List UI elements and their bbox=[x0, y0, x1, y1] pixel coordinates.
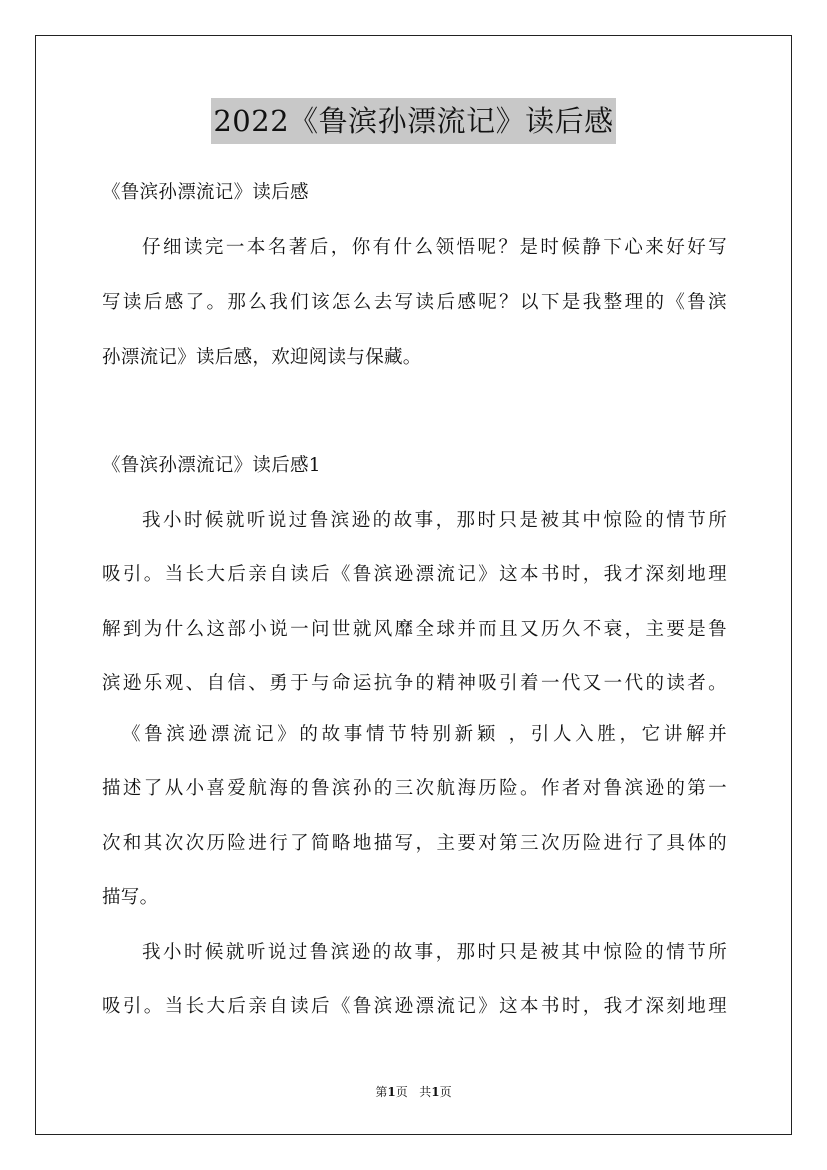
paragraph-line: 《鲁滨逊漂流记》的故事情节特别新颖 ，引人入胜，它讲解并 bbox=[122, 724, 727, 745]
subtitle-line: 《鲁滨孙漂流记》读后感 bbox=[102, 182, 309, 203]
footer-page-word: 页 bbox=[395, 1085, 408, 1099]
paragraph-line: 吸引。当长大后亲自读后《鲁滨逊漂流记》这本书时，我才深刻地理 bbox=[102, 996, 727, 1017]
paragraph-line: 我小时候就听说过鲁滨逊的故事，那时只是被其中惊险的情节所 bbox=[142, 942, 727, 963]
paragraph-line: 仔细读完一本名著后，你有什么领悟呢？是时候静下心来好好写 bbox=[142, 237, 727, 258]
document-title: 2022《鲁滨孙漂流记》读后感 bbox=[211, 98, 615, 144]
footer-total-word: 页 bbox=[439, 1085, 452, 1099]
footer-prefix: 第 bbox=[375, 1085, 388, 1099]
paragraph-line: 解到为什么这部小说一问世就风靡全球并而且又历久不衰，主要是鲁 bbox=[102, 619, 727, 640]
footer-total-prefix: 共 bbox=[419, 1085, 432, 1099]
page-footer bbox=[0, 1084, 827, 1100]
paragraph-line: 吸引。当长大后亲自读后《鲁滨逊漂流记》这本书时，我才深刻地理 bbox=[102, 564, 727, 585]
footer-total-number: 1 bbox=[431, 1085, 440, 1099]
paragraph-line: 滨逊乐观、自信、勇于与命运抗争的精神吸引着一代又一代的读者。 bbox=[102, 673, 727, 694]
paragraph-line: 孙漂流记》读后感，欢迎阅读与保藏。 bbox=[102, 347, 422, 368]
paragraph-line: 描写。 bbox=[102, 887, 159, 908]
paragraph-line: 写读后感了。那么我们该怎么去写读后感呢？以下是我整理的《鲁滨 bbox=[102, 292, 727, 313]
paragraph-line: 描述了从小喜爱航海的鲁滨孙的三次航海历险。作者对鲁滨逊的第一 bbox=[102, 778, 727, 799]
document-title-wrapper bbox=[0, 98, 827, 144]
paragraph-line: 我小时候就听说过鲁滨逊的故事，那时只是被其中惊险的情节所 bbox=[142, 510, 727, 531]
paragraph-line: 次和其次次历险进行了简略地描写，主要对第三次历险进行了具体的 bbox=[102, 833, 727, 854]
footer-page-number: 1 bbox=[387, 1085, 396, 1099]
section-heading: 《鲁滨孙漂流记》读后感1 bbox=[102, 455, 321, 476]
